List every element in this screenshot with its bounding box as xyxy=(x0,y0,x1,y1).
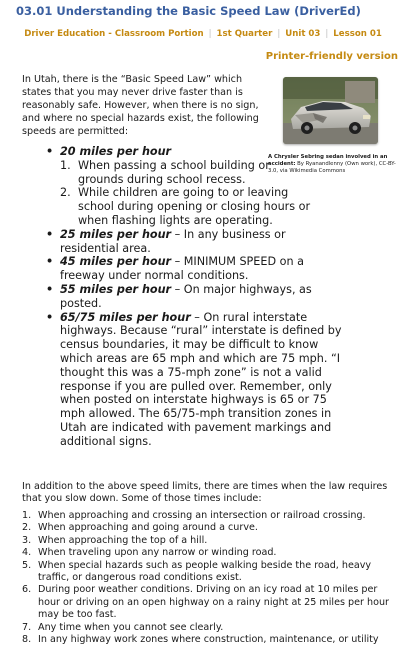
list-item xyxy=(22,547,392,559)
list-number: 2. xyxy=(60,186,71,200)
speed-label: 45 miles per hour xyxy=(60,255,172,269)
printer-friendly-link[interactable]: Printer-friendly version xyxy=(265,51,398,62)
list-text: During poor weather conditions. Driving on an icy road at 10 miles per hour or driving on an open highway on a rainy night at 25 miles per hour may be too fast. xyxy=(38,584,390,621)
speed-item xyxy=(46,145,342,228)
speed-item xyxy=(46,311,342,449)
list-item xyxy=(22,522,392,534)
page-title: 03.01 Understanding the Basic Speed Law (DriverEd) xyxy=(16,4,361,18)
speed-description: – On major highways, as posted. xyxy=(60,282,312,310)
list-number: 1. xyxy=(60,158,71,172)
speed-label: 65/75 miles per hour xyxy=(60,310,191,324)
list-text: When special hazards such as people walking beside the road, heavy traffic, or dangerous road conditions exist. xyxy=(38,559,372,584)
breadcrumb xyxy=(0,29,406,39)
breadcrumb-separator: | xyxy=(325,29,329,39)
list-text: In any highway work zones where construction, maintenance, or utility xyxy=(38,634,379,646)
crashed-car-illustration xyxy=(283,77,378,144)
speed-label: 20 miles per hour xyxy=(60,145,172,158)
list-number: 2. xyxy=(22,522,32,534)
breadcrumb-quarter-link[interactable]: 1st Quarter xyxy=(216,29,273,39)
list-number: 8. xyxy=(22,634,32,646)
caption-title: A Chrysler Sebring sedan involved in an accident: xyxy=(268,154,388,168)
list-item xyxy=(22,634,392,646)
speed-item xyxy=(46,283,342,311)
list-item xyxy=(22,535,392,547)
list-text: While children are going to or leaving school during opening or closing hours or when flashing lights are operating. xyxy=(78,186,311,227)
list-text: When approaching the top of a hill. xyxy=(38,534,208,546)
list-item xyxy=(22,510,392,522)
list-number: 1. xyxy=(22,510,32,521)
list-number: 4. xyxy=(22,547,32,559)
speed-item xyxy=(46,255,342,283)
breadcrumb-lesson-link[interactable]: Lesson 01 xyxy=(333,29,382,39)
list-number: 7. xyxy=(22,621,32,633)
crashed-car-photo xyxy=(283,77,378,144)
speed-label: 25 miles per hour xyxy=(60,227,172,241)
speed-description: – On rural interstate highways. Because “rural” interstate is defined by census boundaries, it may be difficult to know which areas are 65 mph and which are 75 mph. “I thought this was a 75-mph zone” is not a valid response if you are pulled over. Remember, only when posted on interstate highways is 65 or 75 mph allowed. The 65/75-mph transition zones in Utah are indicated with pavement markings and additional signs. xyxy=(60,310,342,448)
breadcrumb-separator: | xyxy=(277,29,281,39)
breadcrumb-course-link[interactable]: Driver Education - Classroom Portion xyxy=(24,29,204,39)
list-text: When traveling upon any narrow or winding road. xyxy=(38,547,277,559)
intro-paragraph: In Utah, there is the “Basic Speed Law” which states that you may never drive faster than is reasonably safe. However, when there is no sign, and where no special hazards exist, the following speeds are permitted: xyxy=(22,74,259,137)
list-text: When approaching and going around a curve. xyxy=(38,522,258,534)
breadcrumb-unit-link[interactable]: Unit 03 xyxy=(285,29,321,39)
list-text: When passing a school building or grounds during school recess. xyxy=(78,158,270,186)
school-zone-conditions xyxy=(60,159,314,228)
list-item xyxy=(60,159,314,187)
list-number: 5. xyxy=(22,559,32,571)
list-item xyxy=(22,584,392,621)
speed-item xyxy=(46,228,342,256)
slow-down-intro: In addition to the above speed limits, there are times when the law requires that you slow down. Some of those times include: xyxy=(22,481,388,505)
list-text: When approaching and crossing an intersection or railroad crossing. xyxy=(38,510,366,521)
list-item xyxy=(22,622,392,634)
breadcrumb-separator: | xyxy=(208,29,212,39)
list-number: 6. xyxy=(22,584,32,596)
list-number: 3. xyxy=(22,534,32,546)
speed-limits-list xyxy=(46,145,342,449)
list-item xyxy=(60,186,314,227)
list-item xyxy=(22,560,392,585)
speed-description: – In any business or residential area. xyxy=(60,227,286,255)
caption-credit: By Ryanandlenny (Own work), CC-BY-3.0, via Wikimedia Commons xyxy=(268,161,396,175)
speed-description: – MINIMUM SPEED on a freeway under normal conditions. xyxy=(60,255,304,283)
slow-down-list xyxy=(22,510,392,646)
list-text: Any time when you cannot see clearly. xyxy=(38,621,224,633)
speed-label: 55 miles per hour xyxy=(60,282,172,296)
